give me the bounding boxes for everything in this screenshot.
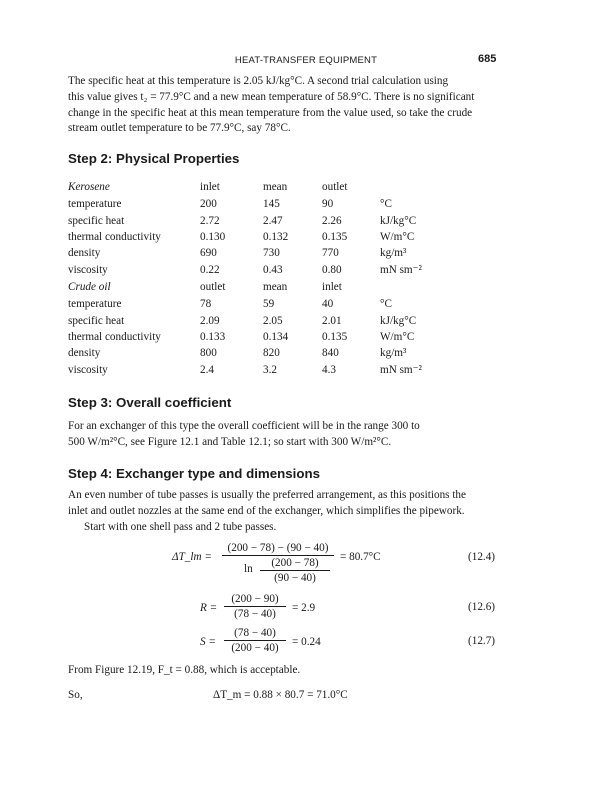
table-cell: Kerosene [68, 181, 110, 193]
eq-inner-denominator: (90 − 40) [274, 572, 316, 584]
table-cell: thermal conductivity [68, 330, 161, 343]
table-cell: 4.3 [322, 363, 336, 376]
table-cell: kg/m³ [380, 247, 407, 260]
table-cell: 2.01 [322, 314, 342, 327]
intro-line: this value gives t₂ = 77.9°C and a new mean temperature of 58.9°C. There is no significant [68, 90, 475, 103]
step3-line: For an exchanger of this type the overall coefficient will be in the range 300 to [68, 420, 420, 432]
table-cell: 59 [263, 298, 275, 311]
table-cell: 0.135 [322, 230, 348, 243]
table-cell: inlet [200, 181, 220, 193]
table-cell: °C [380, 298, 392, 311]
table-cell: 200 [200, 198, 217, 211]
table-cell: 0.80 [322, 263, 342, 276]
table-cell: °C [380, 198, 392, 211]
table-cell: outlet [322, 181, 348, 193]
table-cell: mN sm⁻² [380, 364, 422, 377]
table-row [68, 329, 460, 345]
table-cell: 2.26 [322, 214, 342, 227]
step2-heading: Step 2: Physical Properties [68, 151, 240, 166]
table-cell: viscosity [68, 363, 108, 376]
table-row [68, 345, 460, 361]
step4-line: inlet and outlet nozzles at the same end of the exchanger, which simplifies the pipework. [68, 504, 465, 517]
eq-lhs: S = [200, 636, 216, 648]
table-cell: mean [263, 280, 288, 293]
table-row [68, 312, 460, 328]
table-cell [380, 278, 460, 296]
table-cell: mean [263, 181, 288, 193]
table-cell: W/m°C [380, 230, 415, 243]
table-cell: 0.130 [200, 230, 226, 243]
step3-line: 500 W/m²°C, see Figure 12.1 and Table 12.1; so start with 300 W/m²°C. [68, 435, 392, 448]
table-cell: mN sm⁻² [380, 264, 422, 277]
table-cell: specific heat [68, 214, 125, 227]
table-row [68, 245, 460, 261]
intro-paragraph [68, 74, 500, 137]
table-row [68, 362, 460, 378]
eq-denominator: (78 − 40) [234, 608, 276, 620]
final-equation: ΔT_m = 0.88 × 80.7 = 71.0°C [213, 689, 348, 701]
table-cell: 820 [263, 347, 280, 360]
table-cell: 0.22 [200, 263, 220, 276]
eq-numerator: (78 − 40) [224, 626, 286, 641]
step3-paragraph [68, 419, 500, 451]
equation-number: (12.7) [468, 635, 496, 647]
table-cell: 90 [322, 198, 334, 211]
eq-ln: ln [244, 563, 253, 575]
table-cell: 690 [200, 247, 217, 260]
eq-result: = 0.24 [292, 636, 321, 648]
table-cell: viscosity [68, 263, 108, 276]
table-cell: 0.134 [263, 330, 289, 343]
table-cell: 2.4 [200, 363, 214, 376]
table-row [68, 196, 460, 212]
table-cell: kg/m³ [380, 347, 407, 360]
running-header: HEAT-TRANSFER EQUIPMENT [234, 55, 378, 66]
eq-lhs: R = [200, 602, 218, 614]
eq-inner-numerator: (200 − 78) [260, 556, 330, 571]
table-cell: 145 [263, 198, 280, 211]
table-row [68, 229, 460, 245]
eq-numerator: (200 − 90) [224, 592, 286, 607]
table-cell: 40 [322, 298, 334, 311]
eq-denominator: (200 − 40) [231, 642, 279, 654]
table-cell: 800 [200, 347, 217, 360]
step4-line: An even number of tube passes is usually the preferred arrangement, as this positions the [68, 489, 466, 501]
table-row [68, 296, 460, 312]
step4-line: Start with one shell pass and 2 tube passes. [84, 520, 277, 533]
table-cell: thermal conductivity [68, 230, 161, 243]
equation-number: (12.4) [468, 551, 496, 563]
table-cell: 2.72 [200, 214, 220, 227]
table-cell: 78 [200, 298, 212, 311]
table-cell: 2.09 [200, 314, 220, 327]
table-cell: W/m°C [380, 330, 415, 343]
table-cell: Crude oil [68, 280, 111, 293]
table-cell: 770 [322, 247, 339, 260]
table-cell: density [68, 247, 101, 260]
table-cell: outlet [200, 280, 226, 293]
table-section-header [68, 278, 460, 296]
table-cell: kJ/kg°C [380, 314, 417, 327]
table-cell: 0.133 [200, 330, 226, 343]
table-cell [380, 178, 460, 196]
table-cell: 2.05 [263, 314, 283, 327]
table-cell: 2.47 [263, 214, 283, 227]
so-label: So, [68, 689, 83, 701]
table-cell: 0.135 [322, 330, 348, 343]
table-cell: temperature [68, 298, 122, 311]
table-cell: 3.2 [263, 363, 277, 376]
intro-line: change in the specific heat at this mean temperature from the value used, so take the crude [68, 106, 473, 119]
table-cell: inlet [322, 280, 342, 293]
step3-heading: Step 3: Overall coefficient [68, 395, 232, 410]
step4-heading: Step 4: Exchanger type and dimensions [68, 466, 320, 481]
intro-line: stream outlet temperature to be 77.9°C, say 78°C. [68, 122, 291, 135]
table-cell: 0.43 [263, 263, 283, 276]
intro-line: The specific heat at this temperature is 2.05 kJ/kg°C. A second trial calculation using [68, 75, 449, 87]
figure-reference-line: From Figure 12.19, F_t = 0.88, which is acceptable. [68, 664, 301, 676]
equation-number: (12.6) [468, 601, 496, 613]
step4-paragraph [68, 488, 500, 535]
table-cell: 0.132 [263, 230, 289, 243]
table-cell: 840 [322, 347, 339, 360]
eq-result: = 80.7°C [340, 551, 381, 563]
eq-lhs: ΔT_lm = [172, 551, 212, 563]
table-cell: kJ/kg°C [380, 214, 417, 227]
table-section-header [68, 178, 460, 196]
table-cell: temperature [68, 198, 122, 211]
table-cell: density [68, 347, 101, 360]
physical-properties-table [68, 178, 460, 378]
page-number: 685 [478, 53, 497, 65]
table-cell: specific heat [68, 314, 125, 327]
eq-numerator: (200 − 78) − (90 − 40) [222, 541, 334, 556]
table-cell: 730 [263, 247, 280, 260]
table-row [68, 262, 460, 278]
table-row [68, 212, 460, 228]
eq-result: = 2.9 [292, 602, 316, 614]
